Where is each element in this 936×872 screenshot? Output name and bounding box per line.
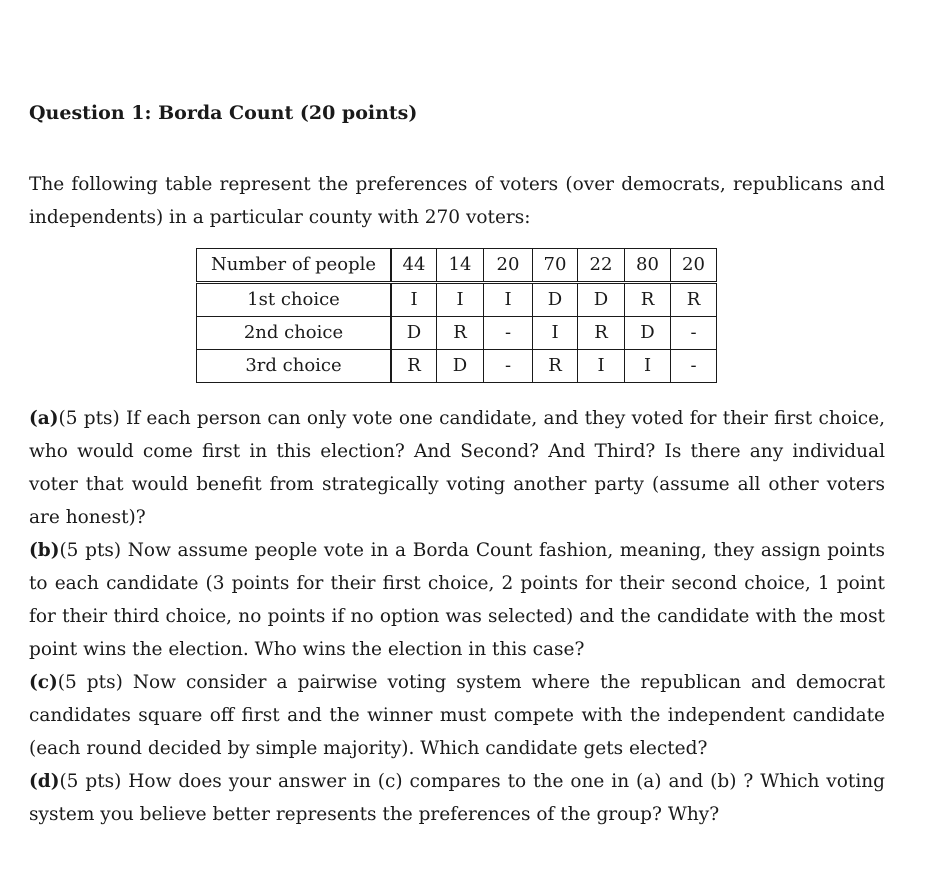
part-d-tag: (d) [29,771,60,792]
choice-cell: R [625,283,671,317]
intro-line-2: independents) in a particular county with 270 voters: [29,207,531,228]
choice-cell: D [533,283,578,317]
choice-cell: I [484,283,533,317]
intro-paragraph [29,168,885,234]
count-cell: 20 [671,249,717,283]
preferences-table [196,248,717,383]
choice-cell: D [578,283,625,317]
table-row-third-choice [197,350,717,383]
part-a [29,402,885,534]
choice-cell: R [391,350,437,383]
count-cell: 20 [484,249,533,283]
choice-cell: R [578,317,625,350]
count-cell: 14 [437,249,484,283]
header-label-cell: Number of people [197,249,392,283]
choice-cell: R [533,350,578,383]
question-title: Question 1: Borda Count (20 points) [29,102,418,124]
choice-cell: - [484,317,533,350]
part-c [29,666,885,765]
part-b [29,534,885,666]
count-cell: 22 [578,249,625,283]
choice-cell: D [437,350,484,383]
table-row-first-choice [197,283,717,317]
table-header-row [197,249,717,283]
choice-cell: I [391,283,437,317]
count-cell: 70 [533,249,578,283]
choice-cell: R [437,317,484,350]
intro-line-1: The following table represent the preferences of voters (over democrats, republicans and [29,174,885,195]
choice-cell: - [484,350,533,383]
choice-cell: I [533,317,578,350]
choice-cell: I [437,283,484,317]
part-b-text: (5 pts) Now assume people vote in a Borda Count fashion, meaning, they assign points to each candidate (3 points for their first choice, 2 points for their second choice, 1 point for their third choice, no points if no option was selected) and the candidate with the most point wins the election. Who wins the election in this case? [29,540,885,660]
choice-cell: D [625,317,671,350]
part-d [29,765,885,831]
part-d-text: (5 pts) How does your answer in (c) compares to the one in (a) and (b) ? Which voting system you believe better represents the preferences of the group? Why? [29,771,885,825]
choice-cell: - [671,317,717,350]
part-a-tag: (a) [29,408,59,429]
part-c-text: (5 pts) Now consider a pairwise voting system where the republican and democrat candidates square off first and the winner must compete with the independent candidate (each round decided by simple majority). Which candidate gets elected? [29,672,885,759]
part-a-text: (5 pts) If each person can only vote one candidate, and they voted for their first choice, who would come first in this election? And Second? And Third? Is there any individual voter that would benefit from strategically voting another party (assume all other voters are honest)? [29,408,885,528]
choice-cell: R [671,283,717,317]
choice-cell: I [625,350,671,383]
part-b-tag: (b) [29,540,60,561]
choice-cell: I [578,350,625,383]
question-parts [29,402,885,831]
row-label-cell: 2nd choice [197,317,392,350]
choice-cell: D [391,317,437,350]
table-row-second-choice [197,317,717,350]
part-c-tag: (c) [29,672,58,693]
count-cell: 44 [391,249,437,283]
row-label-cell: 3rd choice [197,350,392,383]
row-label-cell: 1st choice [197,283,392,317]
count-cell: 80 [625,249,671,283]
choice-cell: - [671,350,717,383]
